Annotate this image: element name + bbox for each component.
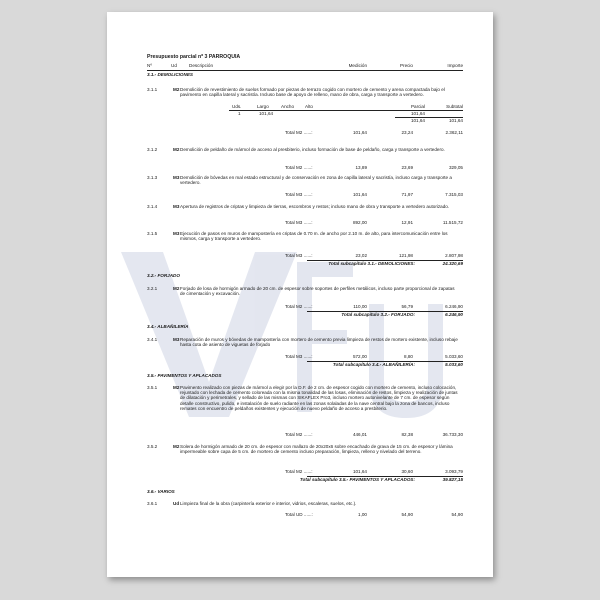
item-medicion: 1,00 [358,512,367,517]
item-description: Apertura de registros de criptas y limpieza de tierras, escombros y restos; incluso mano de obra y transporte a vertedero autorizado. [180,204,450,209]
item-total-label: Total M2 ......: [285,165,313,170]
chapter-total-label: Total subcapítulo 3.5.- PAVIMENTOS Y APLACADOS: [299,477,415,482]
item-medicion: 101,64 [352,469,367,474]
item-description: Demolición de revestimiento de suelos formado por piezas de terrazo cogido con mortero de cemento y arena compactada bajo el pavimento en capilla lateral y sacristía. Incluso base de apoyo de relleno, mano de obra, carga y transporte a vertedero. [180,87,445,98]
item-unit: M2 [173,147,180,152]
item-unit: M3 [173,204,180,209]
item-importe: 54,90 [451,512,463,517]
item-importe: 3.093,79 [445,469,463,474]
item-num: 3.1.1 [147,87,158,92]
item-description: Demolición de peldaño de mármol de acceso al presbiterio, incluso formación de base de peldaño, carga y transporte a vertedero. [180,147,445,152]
chapter-total: 24.320,69 [442,261,463,266]
item-unit: M3 [173,175,180,180]
col-ud-header: Ud [171,63,177,68]
chapter-total: 5.033,60 [445,362,463,367]
header-rule [147,70,463,71]
chapter-title: 3.5.- PAVIMENTOS Y APLACADOS [147,373,222,378]
item-num: 3.1.2 [147,147,158,152]
item-total-label: Total UD ......: [285,512,313,517]
item-unit: M3 [173,337,180,342]
chapter-title: 3.6.- VARIOS [147,489,175,494]
sub-subtotal-header: Subtotal [446,104,463,109]
item-total-label: Total M2 ......: [285,304,313,309]
item-medicion: 892,00 [352,220,367,225]
item-unit: M2 [173,444,180,449]
item-description: Limpieza final de la obra (carpintería exterior e interior, vidrios, escaleras, suelos, etc.). [180,501,357,506]
col-num-header: Nº [147,63,152,68]
item-description: Demolición de bóvedas en mal estado estructural y de conservación en zona de capilla lateral y sacristía, incluso carga y transporte a vertedero. [180,175,452,186]
chapter-title: 3.2.- FORJADO [147,273,180,278]
item-precio: 54,90 [401,512,413,517]
item-description: Pavimento realizado con piezas de mármol a elegir por la D.F. de 2 cm. de espesor cogido con mortero de cemento, incluso colocación, rejuntado con lechada de cemento coloreada con la misma tonalidad de las losas, eliminación de restos, limpieza y realización de juntas de dilatación y perimetrales, y sellado de las mismas con SIKAFLEX Pro3, incluso mortero autonivelante de 7 cm. de espesor según detalle constructivo, pulido, e instalación de suelo radiante en las zonas solaladas de la nave central bajo la zona de bancos, incluso remates con encuentro de peldaños existentes y ejecución de nuevo peldaño de acceso a presbiterio. [180,385,458,411]
chapter-title: 3.1.- DEMOLICIONES [147,72,193,77]
item-unit: Ud [173,501,180,506]
item-unit: M3 [173,231,180,236]
item-total-label: Total M2 ......: [285,432,313,437]
sub-alto-header: Alto [305,104,313,109]
item-num: 3.1.4 [147,204,158,209]
chapter-total-label: Total subcapítulo 3.2.- FORJADO: [341,312,415,317]
item-precio: 12,91 [401,220,413,225]
chapter-total-label: Total subcapítulo 3.1.- DEMOLICIONES: [328,261,415,266]
sub-uds-header: Uds. [232,104,242,109]
item-precio: 23,69 [401,165,413,170]
sub-ancho-header: Ancho [281,104,295,109]
detail-subtotal: 101,64 [448,118,463,123]
item-precio: 56,79 [401,304,413,309]
item-medicion: 572,00 [352,354,367,359]
item-medicion: 110,00 [353,304,367,309]
item-num: 3.1.3 [147,175,158,180]
item-precio: 82,38 [401,432,413,437]
detail-uds: 1 [238,111,241,116]
document-page [107,12,493,577]
item-description: Forjado de losa de hormigón armado de 20 cm. de espesor sobre soportes de perfiles metálicos, incluso parte proporcional de zapatas de cimentación y excavación. [180,286,455,297]
item-medicion: 101,64 [352,192,367,197]
item-precio: 30,60 [401,469,413,474]
chapter-total: 6.246,90 [445,312,463,317]
item-importe: 329,05 [448,165,463,170]
col-precio-header: Precio [399,63,413,68]
item-unit: M2 [173,87,180,92]
chapter-total-label: Total subcapítulo 3.4.- ALBAÑILERÍA: [332,362,415,367]
item-importe: 6.246,90 [445,304,463,309]
item-medicion: 101,64 [352,130,367,135]
item-num: 3.1.5 [147,231,158,236]
item-num: 3.2.1 [147,286,158,291]
col-desc-header: Descripción [189,63,213,68]
item-total-label: Total M3 ......: [285,192,313,197]
item-description: Ejecución de pasos en muros de mampostería en criptas de 0.70 m. de ancho por 2.10 m. de alto, para intercomunicación entre los mismos, carga y transporte a vertedero. [180,231,448,242]
item-num: 3.5.2 [147,444,158,449]
item-importe: 7.315,03 [445,192,463,197]
item-importe: 11.515,72 [442,220,463,225]
item-precio: 8,80 [404,354,413,359]
chapter-title: 3.4.- ALBAÑILERÍA [147,324,189,329]
item-total-label: Total M2 ......: [285,130,313,135]
item-importe: 2.362,11 [445,130,463,135]
item-importe: 5.033,60 [445,354,463,359]
item-total-label: Total M2 ......: [285,469,313,474]
item-num: 3.4.1 [147,337,158,342]
item-importe: 36.733,30 [442,432,463,437]
item-medicion: 13,89 [355,165,367,170]
item-description: Reparación de muros y bóvedas de mampostería con mortero de cemento previa limpieza de restos de mortero existente, incluso rebaje hasta cota de asiento de viguetas de forjado [180,337,458,348]
item-precio: 121,98 [398,253,413,258]
item-num: 3.5.1 [147,385,158,390]
item-total-label: Total M3 ......: [285,220,313,225]
item-description: Solera de hormigón armado de 20 cm. de espesor con mallazo de 20x20x6 sobre encachado de grava de 15 cm. de espesor y lámina impermeable sobre capa de 5 cm. de mortero de cemento incluso preparación, limpieza, relleno y nivelado del terreno. [180,444,453,455]
item-medicion: 23,02 [355,253,367,258]
detail-parcial-sum: 101,64 [410,118,425,123]
item-total-label: Total M3 ......: [285,354,313,359]
document-title: Presupuesto parcial nº 3 PARROQUIA [147,54,241,60]
item-importe: 2.807,98 [445,253,463,258]
item-num: 3.6.1 [147,501,158,506]
item-total-label: Total M3 ......: [285,253,313,258]
chapter-total: 39.827,15 [442,477,463,482]
col-med-header: Medición [348,63,367,68]
detail-parcial: 101,64 [410,111,425,116]
col-importe-header: Importe [447,63,463,68]
item-precio: 23,24 [401,130,413,135]
item-unit: M2 [173,385,180,390]
sub-largo-header: Largo [257,104,269,109]
detail-largo: 101,64 [259,111,274,116]
item-medicion: 446,01 [352,432,367,437]
item-precio: 71,97 [401,192,413,197]
item-unit: M2 [173,286,180,291]
sub-parcial-header: Parcial [410,104,425,109]
